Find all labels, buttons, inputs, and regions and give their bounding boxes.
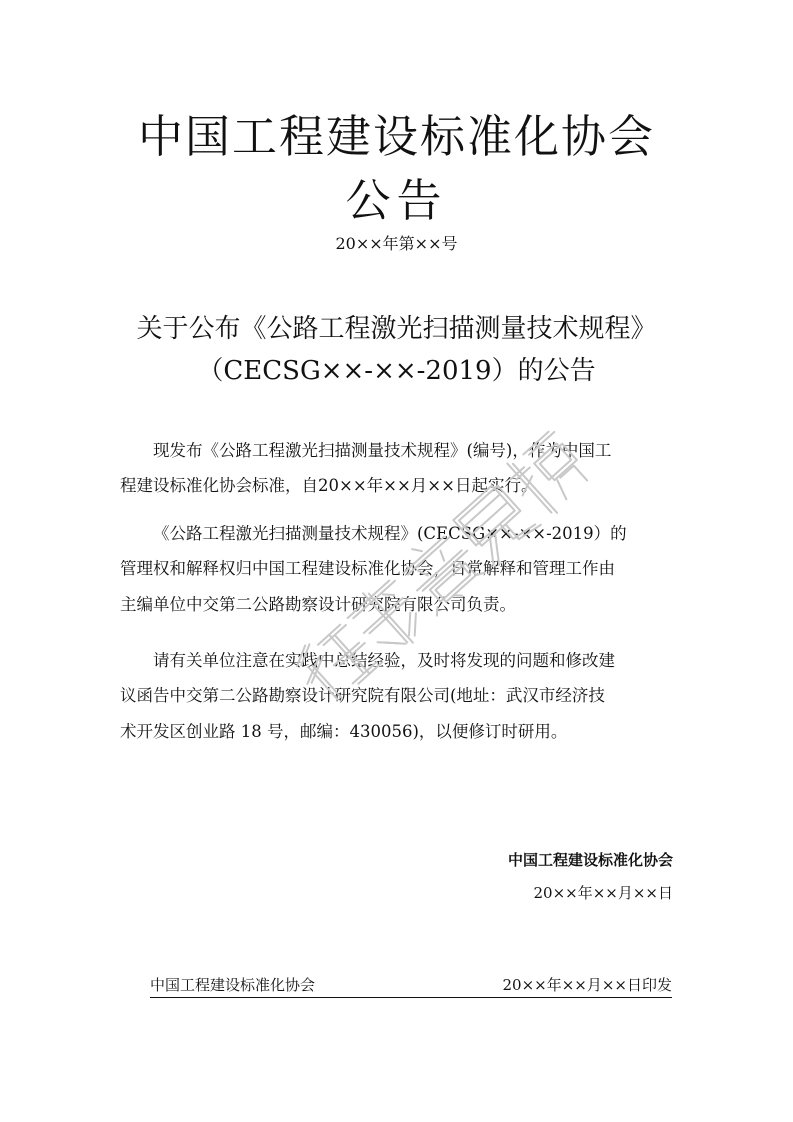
subject-line-2: （CECSG××-××-2019）的公告 bbox=[197, 356, 596, 386]
body-paragraph-3 bbox=[120, 643, 675, 749]
document-type-title: 公告 bbox=[345, 174, 448, 227]
document-number: 20××年第××号 bbox=[335, 234, 458, 253]
body-line: 管理权和解释权归中国工程建设标准化协会，日常解释和管理工作由 bbox=[120, 559, 615, 579]
subject-line-1: 关于公布《公路工程激光扫描测量技术规程》 bbox=[136, 314, 657, 344]
footer-issue-date: 20××年××月××日印发 bbox=[502, 976, 672, 994]
body-line: 请有关单位注意在实践中总结经验，及时将发现的问题和修改建 bbox=[153, 651, 615, 670]
issuance-footer bbox=[150, 974, 672, 998]
body-paragraph-2 bbox=[120, 516, 675, 622]
body-line: 主编单位中交第二公路勘察设计研究院有限公司负责。 bbox=[120, 594, 516, 614]
signature-organization: 中国工程建设标准化协会 bbox=[507, 851, 673, 869]
body-line: 《公路工程激光扫描测量技术规程》(CECSG××-××-2019）的 bbox=[153, 524, 627, 543]
body-paragraph-1 bbox=[120, 433, 675, 504]
signature-date: 20××年××月××日 bbox=[533, 884, 673, 902]
body-line: 议函告中交第二公路勘察设计研究院有限公司(地址：武汉市经济技 bbox=[120, 686, 605, 706]
body-line: 程建设标准化协会标准，自20××年××月××日起实行。 bbox=[120, 476, 538, 496]
organization-title: 中国工程建设标准化协会 bbox=[137, 110, 655, 163]
body-line: 术开发区创业路 18 号，邮编：430056)，以便修订时研用。 bbox=[120, 721, 568, 741]
body-line: 现发布《公路工程激光扫描测量技术规程》(编号)，作为中国工 bbox=[153, 441, 612, 460]
footer-issuer: 中国工程建设标准化协会 bbox=[150, 976, 316, 994]
